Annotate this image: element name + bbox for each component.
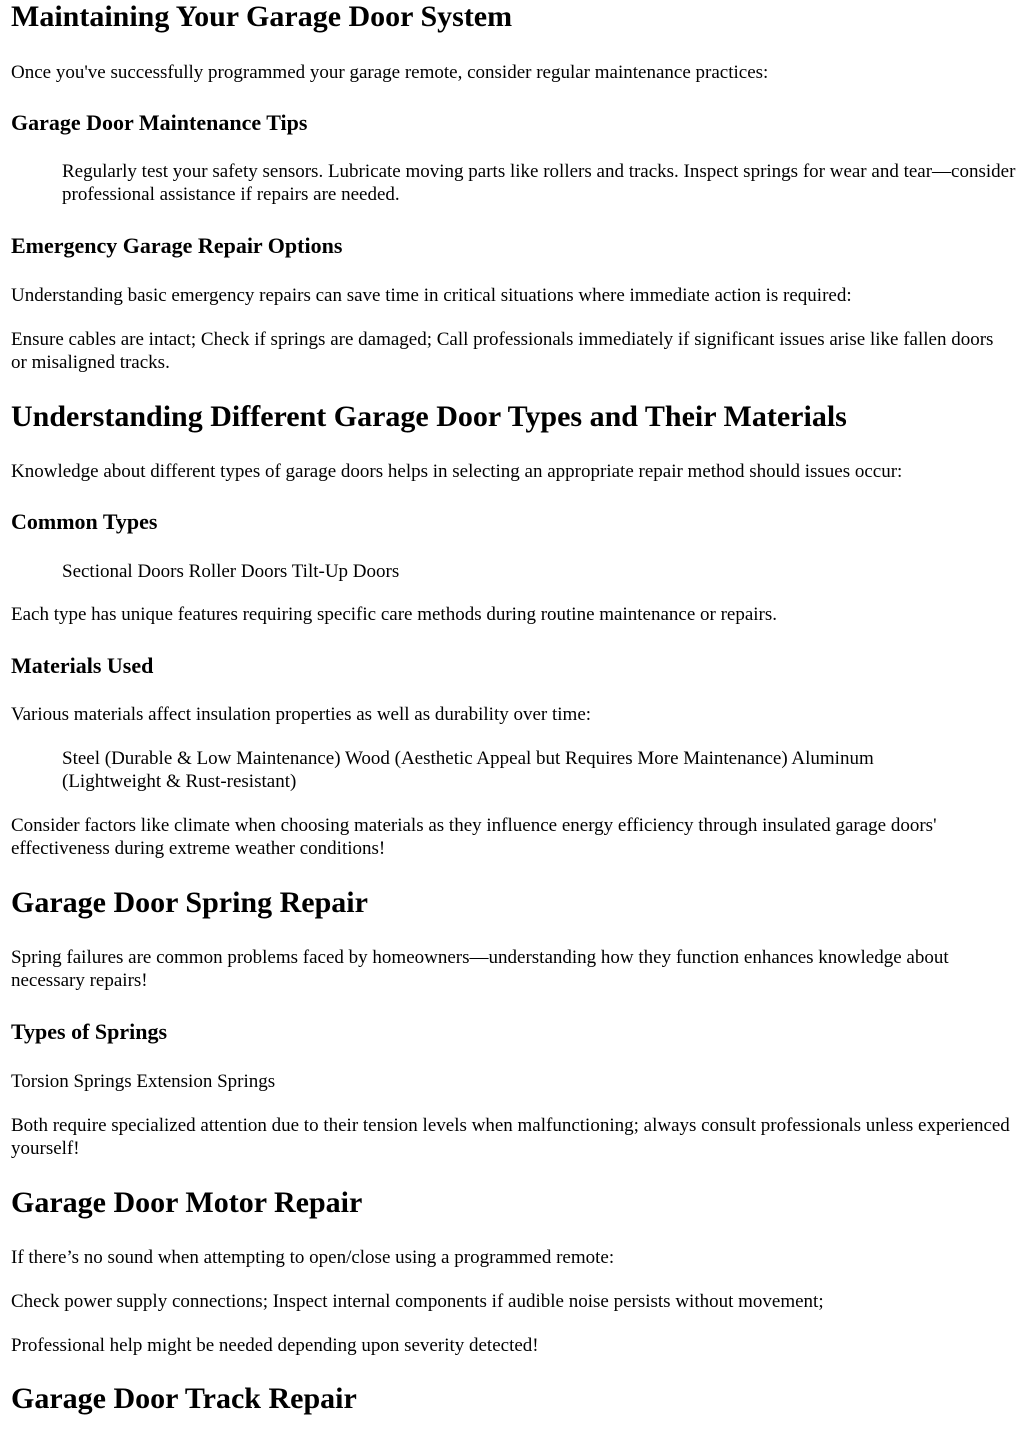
door-types-intro: Knowledge about different types of garage doors helps in selecting an appropriate repair method should issues occur: xyxy=(11,461,903,482)
section-heading-motor-repair: Garage Door Motor Repair xyxy=(11,1186,363,1219)
materials-intro: Various materials affect insulation properties as well as durability over time: xyxy=(11,704,592,725)
subheading-materials: Materials Used xyxy=(11,653,154,678)
maintaining-intro: Once you've successfully programmed your garage remote, consider regular maintenance practices: xyxy=(11,62,769,83)
spring-repair-note: Both require specialized attention due to their tension levels when malfunctioning; always consult professionals unless experienced yourself! xyxy=(11,1115,1010,1159)
motor-repair-note: Professional help might be needed depending upon severity detected! xyxy=(11,1335,539,1356)
emergency-steps: Ensure cables are intact; Check if springs are damaged; Call professionals immediately if significant issues arise like fallen doors or misaligned tracks. xyxy=(11,329,994,373)
emergency-intro: Understanding basic emergency repairs can save time in critical situations where immediate action is required: xyxy=(11,285,852,306)
subheading-types-of-springs: Types of Springs xyxy=(11,1019,168,1044)
common-types-list: Sectional Doors Roller Doors Tilt-Up Doors xyxy=(62,561,400,582)
motor-repair-intro: If there’s no sound when attempting to open/close using a programmed remote: xyxy=(11,1247,615,1268)
subheading-common-types: Common Types xyxy=(11,509,158,534)
section-heading-track-repair: Garage Door Track Repair xyxy=(11,1382,357,1415)
spring-types-list: Torsion Springs Extension Springs xyxy=(11,1071,276,1092)
spring-repair-intro: Spring failures are common problems faced by homeowners—understanding how they function enhances knowledge about necessary repairs! xyxy=(11,947,949,991)
common-types-note: Each type has unique features requiring specific care methods during routine maintenance or repairs. xyxy=(11,604,778,625)
section-heading-spring-repair: Garage Door Spring Repair xyxy=(11,886,368,919)
section-heading-door-types: Understanding Different Garage Door Types and Their Materials xyxy=(11,400,847,433)
motor-repair-steps: Check power supply connections; Inspect internal components if audible noise persists without movement; xyxy=(11,1291,824,1312)
materials-note: Consider factors like climate when choosing materials as they influence energy efficiency through insulated garage doors' effectiveness during extreme weather conditions! xyxy=(11,815,937,859)
subheading-emergency-repair: Emergency Garage Repair Options xyxy=(11,233,343,258)
materials-list: Steel (Durable & Low Maintenance) Wood (Aesthetic Appeal but Requires More Maintenance) Aluminum (Lightweight & Rust-resistant) xyxy=(62,748,874,792)
section-heading-maintaining: Maintaining Your Garage Door System xyxy=(11,0,513,33)
maintenance-tips-list: Regularly test your safety sensors. Lubricate moving parts like rollers and tracks. Inspect springs for wear and tear—consider professional assistance if repairs are needed. xyxy=(62,161,1016,205)
subheading-maintenance-tips: Garage Door Maintenance Tips xyxy=(11,110,308,135)
